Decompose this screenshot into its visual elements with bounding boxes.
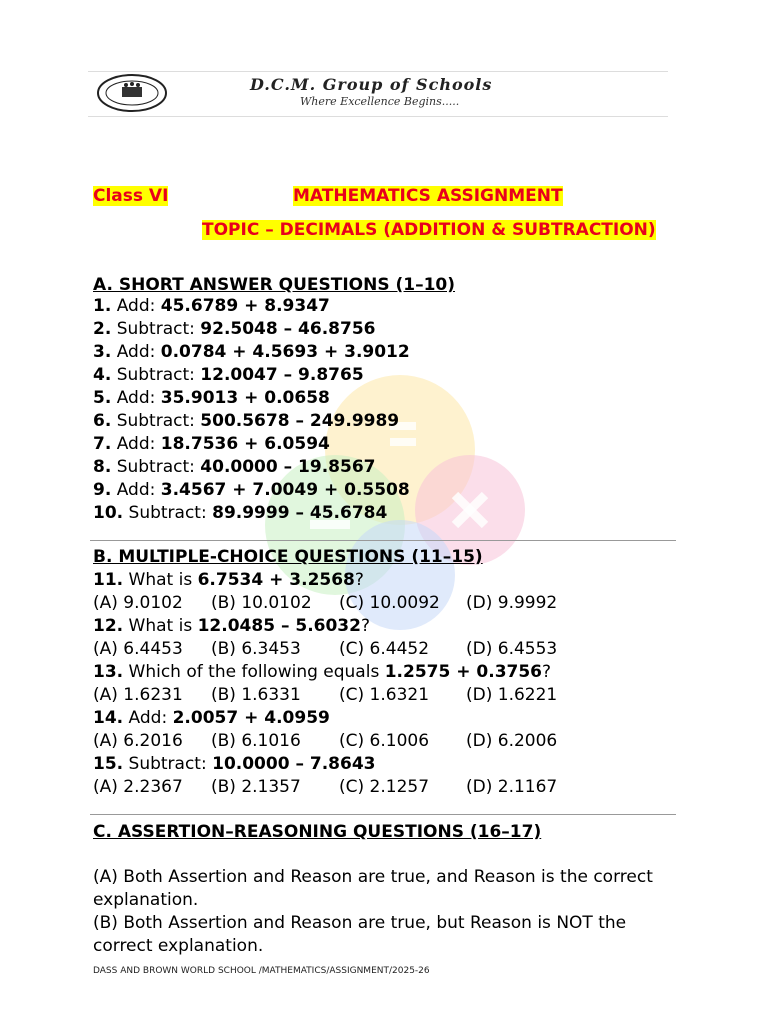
option-c: (C) 6.1006 — [339, 731, 430, 751]
option-a: (A) 2.2367 — [93, 777, 183, 797]
option-c: (C) 1.6321 — [339, 685, 430, 705]
question-12: 12. What is 12.0485 – 5.6032? — [93, 616, 370, 636]
question-6: 6. Subtract: 500.5678 – 249.9989 — [93, 411, 400, 431]
assignment-title: MATHEMATICS ASSIGNMENT — [293, 186, 563, 206]
reasoning-option-a: (A) Both Assertion and Reason are true, and Reason is the correct explanation. — [93, 867, 653, 910]
question-15: 15. Subtract: 10.0000 – 7.8643 — [93, 754, 376, 774]
option-c: (C) 10.0092 — [339, 593, 440, 613]
question-11: 11. What is 6.7534 + 3.2568? — [93, 570, 364, 590]
option-b: (B) 6.1016 — [211, 731, 301, 751]
option-a: (A) 6.2016 — [93, 731, 183, 751]
question-10: 10. Subtract: 89.9999 – 45.6784 — [93, 503, 388, 523]
section-c-heading: C. ASSERTION–REASONING QUESTIONS (16–17) — [93, 822, 542, 842]
section-divider — [90, 540, 676, 541]
option-d: (D) 1.6221 — [466, 685, 558, 705]
question-7: 7. Add: 18.7536 + 6.0594 — [93, 434, 330, 454]
option-b: (B) 1.6331 — [211, 685, 301, 705]
question-3: 3. Add: 0.0784 + 4.5693 + 3.9012 — [93, 342, 410, 362]
option-a: (A) 9.0102 — [93, 593, 183, 613]
question-13: 13. Which of the following equals 1.2575 + 0.3756? — [93, 662, 552, 682]
question-9: 9. Add: 3.4567 + 7.0049 + 0.5508 — [93, 480, 410, 500]
page-footer: DASS AND BROWN WORLD SCHOOL /MATHEMATICS/ASSIGNMENT/2025-26 — [93, 966, 430, 976]
reasoning-option-b: (B) Both Assertion and Reason are true, but Reason is NOT the correct explanation. — [93, 913, 627, 956]
option-c: (C) 2.1257 — [339, 777, 430, 797]
question-4: 4. Subtract: 12.0047 – 9.8765 — [93, 365, 364, 385]
option-d: (D) 2.1167 — [466, 777, 558, 797]
option-a: (A) 1.6231 — [93, 685, 183, 705]
section-b-heading: B. MULTIPLE-CHOICE QUESTIONS (11–15) — [93, 547, 483, 567]
option-b: (B) 2.1357 — [211, 777, 301, 797]
school-name: D.C.M. Group of Schools — [250, 75, 493, 94]
class-label: Class VI — [93, 186, 169, 206]
option-d: (D) 6.4553 — [466, 639, 558, 659]
section-a-heading: A. SHORT ANSWER QUESTIONS (1–10) — [93, 275, 456, 295]
option-d: (D) 6.2006 — [466, 731, 558, 751]
question-8: 8. Subtract: 40.0000 – 19.8567 — [93, 457, 376, 477]
question-1: 1. Add: 45.6789 + 8.9347 — [93, 296, 330, 316]
question-5: 5. Add: 35.9013 + 0.0658 — [93, 388, 330, 408]
topic-title: TOPIC – DECIMALS (ADDITION & SUBTRACTION) — [202, 220, 656, 240]
option-d: (D) 9.9992 — [466, 593, 558, 613]
option-b: (B) 6.3453 — [211, 639, 301, 659]
question-14: 14. Add: 2.0057 + 4.0959 — [93, 708, 330, 728]
section-divider — [90, 814, 676, 815]
option-a: (A) 6.4453 — [93, 639, 183, 659]
option-c: (C) 6.4452 — [339, 639, 430, 659]
school-tagline: Where Excellence Begins..... — [300, 95, 460, 108]
school-logo — [96, 73, 168, 113]
option-b: (B) 10.0102 — [211, 593, 312, 613]
question-2: 2. Subtract: 92.5048 – 46.8756 — [93, 319, 376, 339]
